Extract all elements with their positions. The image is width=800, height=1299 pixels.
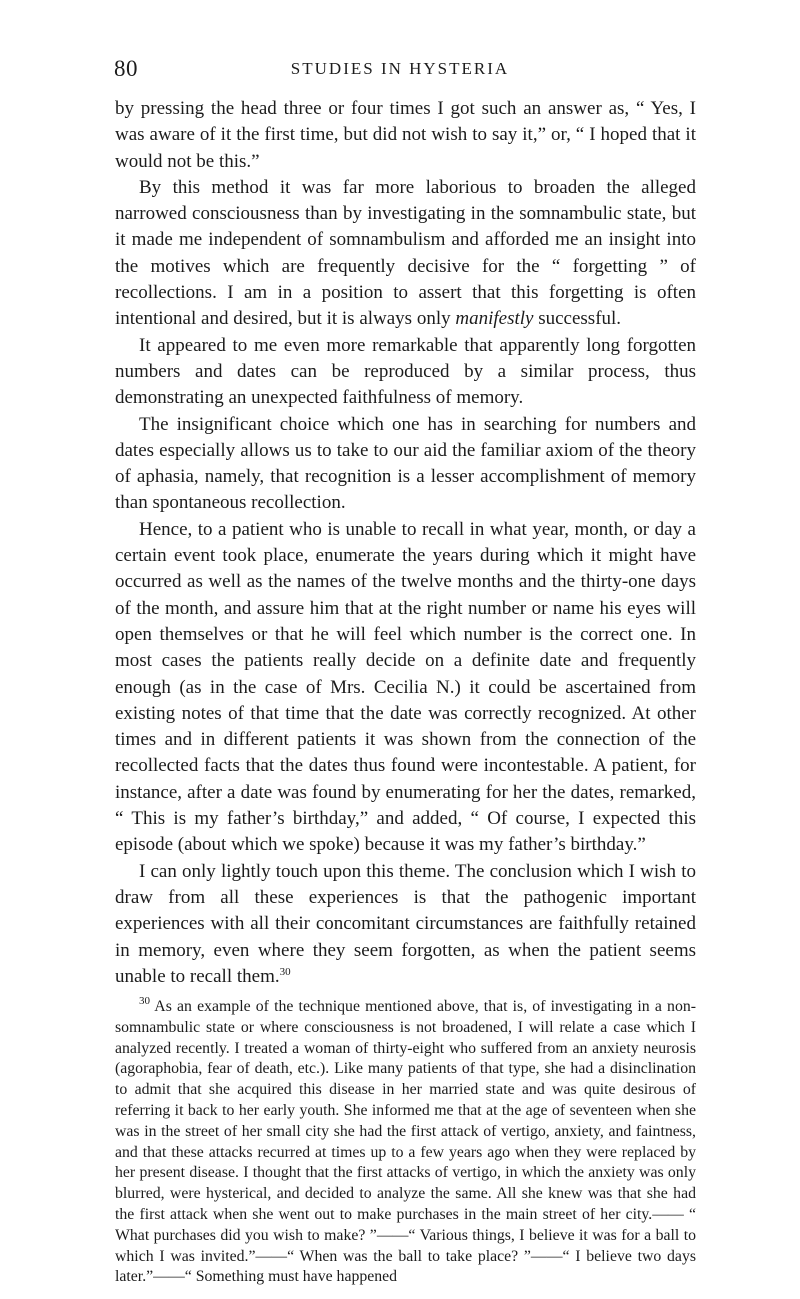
page-number: 80: [114, 56, 138, 81]
footnote-reference: 30: [279, 965, 291, 978]
emphasis: manifestly: [455, 308, 534, 330]
footnote-text: [115, 997, 696, 1288]
paragraph-continuation: by pressing the head three or four times I got such an answer as, “ Yes, I was aware of it the first time, but did not wish to say it,” or, “ I hoped that it would not be this.”: [115, 98, 696, 172]
paragraph-text: By this method it was far more laborious to broaden the alleged narrowed consciousness than by investigating in the somnambulic state, but it made me independent of somnambulism and afforded me an insight into the motives which are frequently decisive for the “ forgetting ” of recollections. I am in a position to assert that this forgetting is often intentional and desired, but it is always only: [115, 176, 696, 330]
running-head: [0, 56, 800, 86]
footnote-marker: 30: [139, 995, 150, 1008]
paragraph-text: I can only lightly touch upon this theme. The conclusion which I wish to draw from all these experiences is that the pathogenic important experiences with all their concomitant circumstances are faithfully retained in memory, even where they seem forgotten, as when the patient seems unable to recall them.: [115, 860, 696, 987]
paragraph: It appeared to me even more remarkable that apparently long forgotten numbers and dates can be reproduced by a similar process, thus demonstrating an unexpected faithfulness of memory.: [115, 334, 696, 409]
paragraph: The insignificant choice which one has in searching for numbers and dates especially allows us to take to our aid the familiar axiom of the theory of aphasia, namely, that recognition is a lesser accomplishment of memory than spontaneous recollection.: [115, 413, 696, 514]
paragraph: [115, 175, 696, 333]
paragraph: [115, 859, 696, 990]
paragraph: Hence, to a patient who is unable to recall in what year, month, or day a certain event took place, enumerate the years during which it might have occurred as well as the names of the twelve months and the thirty-one days of the month, and assure him that at the right number or name his eyes will open themselves or that he will feel which number is the correct one. In most cases the patients really decide on a definite date and frequently enough (as in the case of Mrs. Cecilia N.) it could be ascertained from existing notes of that time that the date was correctly recognized. At other times and in different patients it was shown from the connection of the recollected facts that the dates thus found were incontestable. A patient, for instance, after a date was found by enumerating for her the dates, remarked, “ This is my father’s birthday,” and added, “ Of course, I expected this episode (about which we spoke) because it was my father’s birthday.”: [115, 518, 696, 856]
paragraph-text: successful.: [533, 308, 622, 330]
body-text: [115, 96, 696, 1288]
footnote-body: As an example of the technique mentioned above, that is, of investigating in a non-somnambulic state or where consciousness is not broadened, I will relate a case which I analyzed recently. I treated a woman of thirty-eight who suffered from an anxiety neurosis (agoraphobia, fear of death, etc.). Like many patients of that type, she had a disinclination to admit that she acquired this disease in her married state and was quite desirous of referring it back to her early youth. She informed me that at the age of seventeen when she was in the street of her small city she had the first attack of vertigo, anxiety, and faintness, and that these attacks recurred at times up to a few years ago when they were replaced by her present disease. I thought that the first attacks of vertigo, in which the anxiety was only blurred, were hysterical, and decided to analyze the same. All she knew was that she had the first attack when she went out to make purchases in the main street of her city.—— “ What purchases did you wish to make? ”——“ Various things, I believe it was for a ball to which I was invited.”——“ When was the ball to take place? ”——“ I believe two days later.”——“ Something must have happened: [115, 998, 696, 1286]
running-title: STUDIES IN HYSTERIA: [290, 59, 510, 78]
footnote: [115, 997, 696, 1288]
